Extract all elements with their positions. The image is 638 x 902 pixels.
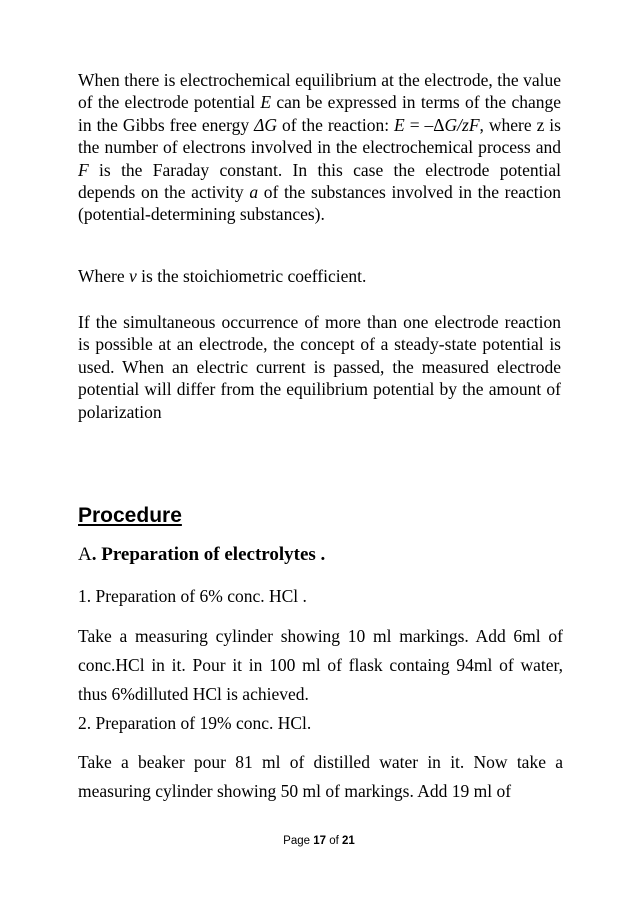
paragraph-polarization: If the simultaneous occurrence of more than one electrode reaction is possible at an electrode, the concept of a steady-state potential is used. When an electric current is passed, the measured electrode potential will differ from the equilibrium potential by the amount of polarization — [78, 312, 561, 422]
step1-text: Take a measuring cylinder showing 10 ml markings. Add 6ml of conc.HCl in it. Pour it in 100 ml of flask containg 94ml of water, thus 6%dilluted HCl is achieved. — [78, 626, 563, 704]
paragraph-equilibrium: When there is electrochemical equilibrium at the electrode, the value of the electrode potential E can be expressed in terms of the change in the Gibbs free energy ΔG of the reaction: E = –ΔG/zF, where z is the number of electrons involved in the electrochemical process and F is the Faraday constant. In this case the electrode potential depends on the activity a of the substances involved in the reaction (potential-determining substances). — [78, 70, 561, 225]
step2-text: Take a beaker pour 81 ml of distilled water in it. Now take a measuring cylinder showing 50 ml of markings. Add 19 ml of — [78, 752, 563, 801]
step1-title: 1. Preparation of 6% conc. HCl . — [78, 586, 307, 606]
page-number-footer: Page 17 of 21 — [283, 835, 355, 847]
step2-title: 2. Preparation of 19% conc. HCl. — [78, 713, 312, 733]
procedure-heading: Procedure — [78, 504, 182, 527]
paragraph-stoichiometric: Where v is the stoichiometric coefficient. — [78, 266, 367, 286]
section-a-heading: A. Preparation of electrolytes . — [78, 544, 326, 565]
